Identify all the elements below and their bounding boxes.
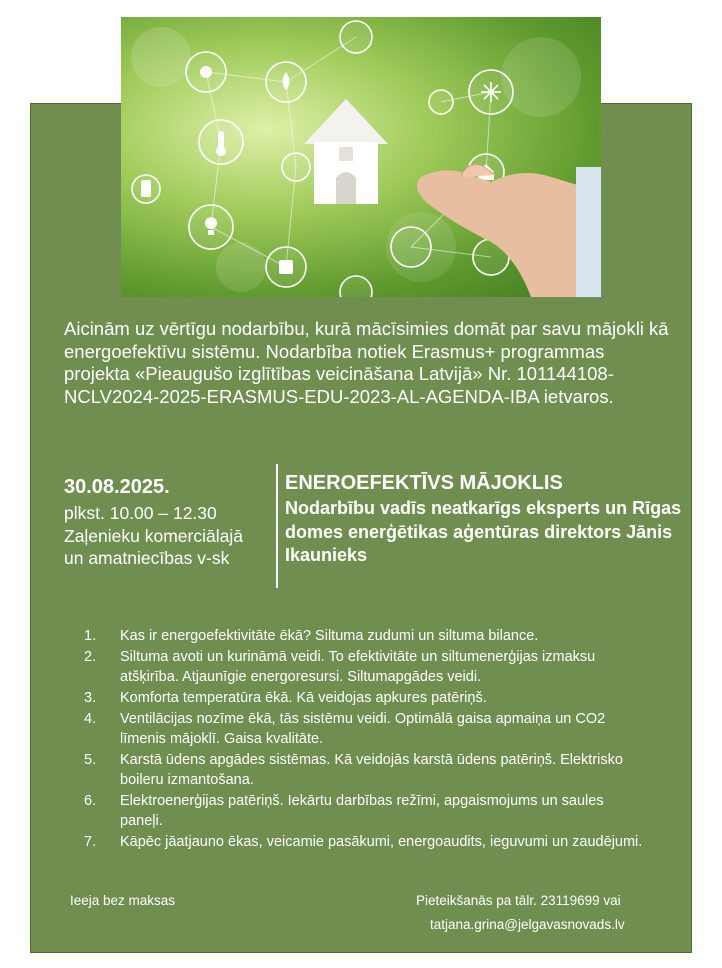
list-item <box>84 626 644 646</box>
list-number: 4. <box>84 711 97 727</box>
list-text: Elektroenerģijas patēriņš. Iekārtu darbības režīmi, apgaismojums un saules paneļi. <box>120 793 604 829</box>
event-time: plkst. 10.00 – 12.30 <box>64 503 217 523</box>
event-details <box>64 474 274 570</box>
leaf-icon <box>282 153 310 181</box>
list-text: Kāpēc jāatjauno ēkas, veicamie pasākumi, energoaudits, ieguvumi un zaudējumi. <box>120 834 643 850</box>
car-icon <box>340 21 372 53</box>
event-title: ENEROEFEKTĪVS MĀJOKLIS <box>285 472 563 494</box>
list-text: Siltuma avoti un kurināmā veidi. To efektivitāte un siltumenerģijas izmaksu atšķirība. Atjaunīgie energoresursi. Siltumapgādes veidi. <box>120 649 596 685</box>
event-date: 30.08.2025. <box>64 476 170 498</box>
faucet-icon <box>391 227 431 267</box>
list-text: Ventilācijas nozīme ēkā, tās sistēmu veidi. Optimālā gaisa apmaiņa un CO2 līmenis mājoklī. Gaisa kvalitāte. <box>120 711 606 747</box>
list-text: Karstā ūdens apgādes sistēmas. Kā veidojās karstā ūdens patēriņš. Elektrisko boileru izmantošana. <box>120 752 623 788</box>
list-item <box>84 750 644 790</box>
hero-image <box>121 17 601 297</box>
signup-info <box>416 893 676 932</box>
event-venue-line2: un amatniecības v-sk <box>64 548 230 568</box>
list-item <box>84 832 644 852</box>
list-number: 7. <box>84 834 97 850</box>
event-venue-line1: Zaļenieku komerciālajā <box>64 525 243 546</box>
list-number: 1. <box>84 628 97 644</box>
list-text: Komforta temperatūra ēkā. Kā veidojas apkures patēriņš. <box>120 690 487 706</box>
free-entry-note: Ieeja bez maksas <box>70 893 176 908</box>
list-item <box>84 709 644 749</box>
paper-house <box>304 99 388 204</box>
topics-list <box>84 626 644 853</box>
event-heading <box>285 470 685 568</box>
intro-text: Aicinām uz vērtīgu nodarbību, kurā mācīsimies domāt par savu mājokli kā energoefektīvu sistēmu. Nodarbība notiek Erasmus+ programmas projekta «Pieaugušo izglītības veicināšana Latvijā» Nr. 101144108-NCLV2024-2025-ERASMUS-EDU-2023-AL-AGENDA-IBA ietvaros. <box>64 318 669 407</box>
signup-phone: Pieteikšanās pa tālr. 23119699 vai <box>416 893 621 908</box>
list-number: 3. <box>84 690 97 706</box>
divider <box>276 464 278 588</box>
event-speaker: Nodarbību vadīs neatkarīgs eksperts un Rīgas domes enerģētikas aģentūras direktors Jānis Ikaunieks <box>285 498 682 565</box>
list-item <box>84 647 644 687</box>
list-number: 2. <box>84 649 97 665</box>
signup-email[interactable]: tatjana.grina@jelgavasnovads.lv <box>430 917 625 932</box>
list-number: 6. <box>84 793 97 809</box>
hero-illustration <box>121 17 601 297</box>
list-item <box>84 791 644 831</box>
list-number: 5. <box>84 752 97 768</box>
list-item <box>84 688 644 708</box>
list-text: Kas ir energoefektivitāte ēkā? Siltuma zudumi un siltuma bilance. <box>120 628 539 644</box>
